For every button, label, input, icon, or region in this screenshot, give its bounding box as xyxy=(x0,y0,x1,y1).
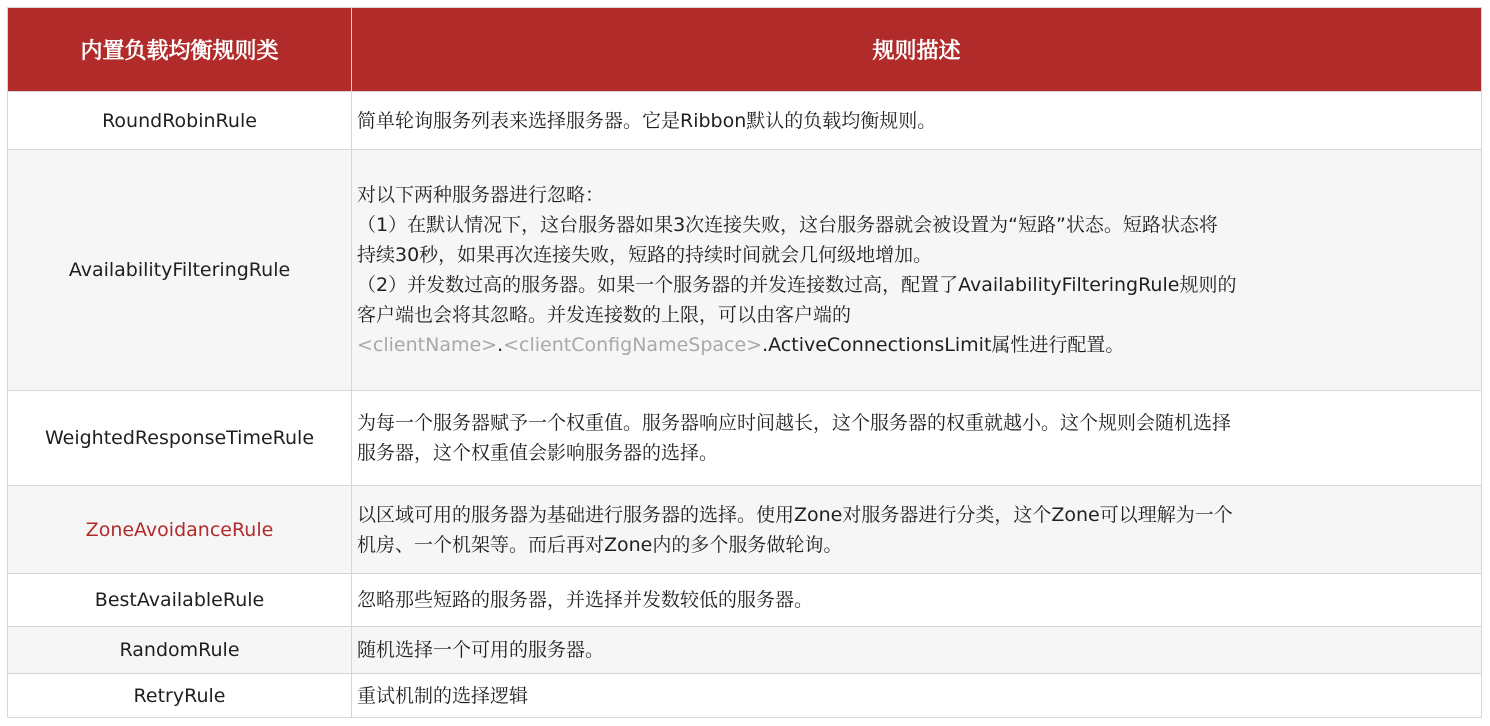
table-row xyxy=(8,674,1482,718)
rule-name-cell: RoundRobinRule xyxy=(8,92,352,150)
dot-separator: . xyxy=(497,334,504,356)
table-row xyxy=(8,627,1482,674)
description-line-config xyxy=(357,330,1475,360)
rule-name-cell: RandomRule xyxy=(8,627,352,674)
rule-name-cell: BestAvailableRule xyxy=(8,574,352,627)
description-line: （2）并发数过高的服务器。如果一个服务器的并发连接数过高，配置了AvailabilityFilteringRule规则的 xyxy=(357,274,1237,296)
description-line: 持续30秒，如果再次连接失败，短路的持续时间就会几何级地增加。 xyxy=(357,244,933,266)
description-line: 随机选择一个可用的服务器。 xyxy=(357,639,605,661)
load-balancing-rules-table xyxy=(7,7,1482,718)
description-line: 重试机制的选择逻辑 xyxy=(357,684,529,707)
rule-name-cell: WeightedResponseTimeRule xyxy=(8,391,352,486)
table-row xyxy=(8,92,1482,150)
description-line: （1）在默认情况下，这台服务器如果3次连接失败，这台服务器就会被设置为“短路”状态。短路状态将 xyxy=(357,214,1218,236)
table-body xyxy=(8,92,1482,718)
description-line: 以区域可用的服务器为基础进行服务器的选择。使用Zone对服务器进行分类，这个Zone可以理解为一个 xyxy=(357,503,1233,526)
description-line: 客户端也会将其忽略。并发连接数的上限，可以由客户端的 xyxy=(357,304,852,326)
rule-name-cell: AvailabilityFilteringRule xyxy=(8,150,352,391)
header-rule-class: 内置负载均衡规则类 xyxy=(8,8,352,92)
description-line: 对以下两种服务器进行忽略： xyxy=(357,184,605,206)
rule-name-cell-highlighted: ZoneAvoidanceRule xyxy=(8,486,352,574)
rule-name-cell: RetryRule xyxy=(8,674,352,718)
client-name-placeholder: <clientName> xyxy=(357,334,498,356)
rule-description-cell xyxy=(352,486,1482,574)
rule-description-cell xyxy=(352,574,1482,627)
description-line: 服务器，这个权重值会影响服务器的选择。 xyxy=(357,442,719,464)
rule-description-cell xyxy=(352,391,1482,486)
table-row xyxy=(8,574,1482,627)
description-line: 为每一个服务器赋予一个权重值。服务器响应时间越长，这个服务器的权重就越小。这个规则会随机选择 xyxy=(357,412,1232,434)
description-line: 机房、一个机架等。而后再对Zone内的多个服务做轮询。 xyxy=(357,533,843,556)
table-row xyxy=(8,391,1482,486)
table-header xyxy=(8,8,1482,92)
header-rule-description: 规则描述 xyxy=(352,8,1482,92)
rule-description-cell xyxy=(352,92,1482,150)
rule-description-cell xyxy=(352,150,1482,391)
description-line: 简单轮询服务列表来选择服务器。它是Ribbon默认的负载均衡规则。 xyxy=(357,109,937,132)
rule-description-cell xyxy=(352,674,1482,718)
header-row xyxy=(8,8,1482,92)
description-line: 忽略那些短路的服务器，并选择并发数较低的服务器。 xyxy=(357,589,814,611)
load-balancing-rules-table-container xyxy=(7,7,1481,718)
active-connections-limit-text: .ActiveConnectionsLimit属性进行配置。 xyxy=(762,334,1125,356)
table-row xyxy=(8,486,1482,574)
table-row xyxy=(8,150,1482,391)
rule-description-cell xyxy=(352,627,1482,674)
client-config-namespace-placeholder: <clientConfigNameSpace> xyxy=(503,334,763,356)
